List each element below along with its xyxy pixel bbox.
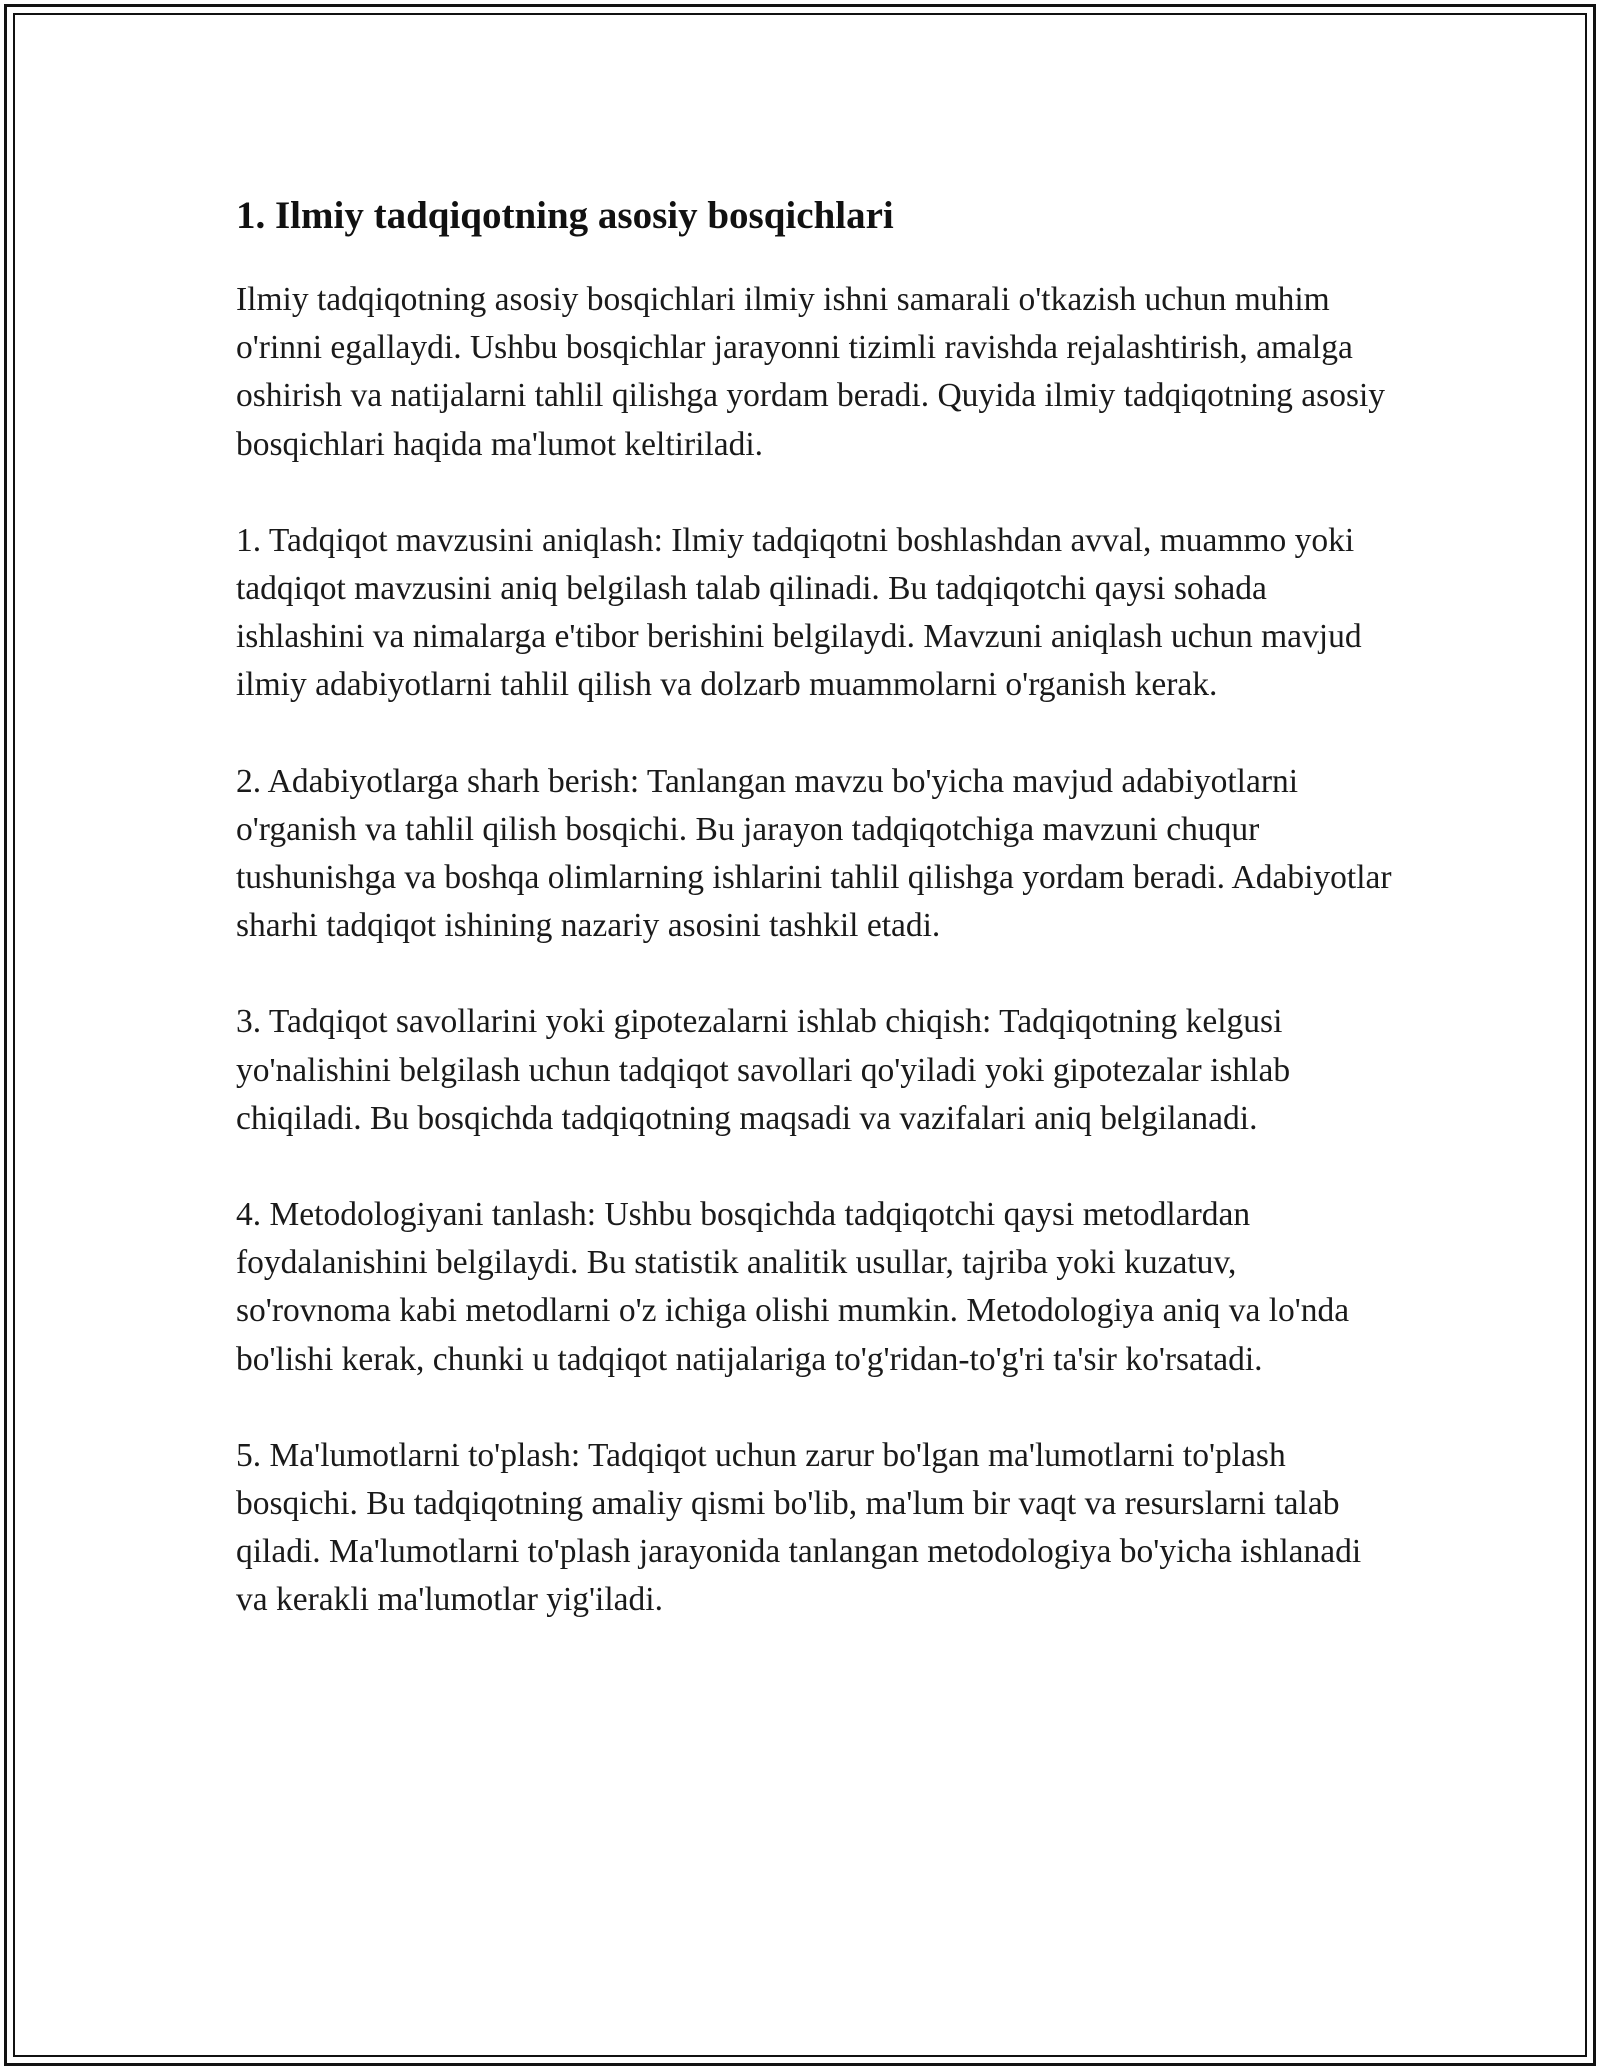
step-3-paragraph: 3. Tadqiqot savollarini yoki gipotezalarni ishlab chiqish: Tadqiqotning kelgusi yo'nalishini belgilash uchun tadqiqot savollari qo'yiladi yoki gipotezalar ishlab chiqiladi. Bu bosqichda tadqiqotning maqsadi va vazifalari aniq belgilanadi. [236, 1003, 1291, 1137]
intro-paragraph: Ilmiy tadqiqotning asosiy bosqichlari ilmiy ishni samarali o'tkazish uchun muhim o'rinni egallaydi. Ushbu bosqichlar jarayonni tizimli ravishda rejalashtirish, amalga oshirish va natijalarni tahlil qilishga yordam beradi. Quyida ilmiy tadqiqotning asosiy bosqichlari haqida ma'lumot keltiriladi. [236, 281, 1386, 463]
document-body [236, 188, 1396, 1625]
step-1-paragraph: 1. Tadqiqot mavzusini aniqlash: Ilmiy tadqiqotni boshlashdan avval, muammo yoki tadqiqot mavzusini aniq belgilash talab qilinadi. Bu tadqiqotchi qaysi sohada ishlashini va nimalarga e'tibor berishini belgilaydi. Mavzuni aniqlash uchun mavjud ilmiy adabiyotlarni tahlil qilish va dolzarb muammolarni o'rganish kerak. [236, 521, 1362, 704]
section-title: 1. Ilmiy tadqiqotning asosiy bosqichlari [236, 194, 894, 237]
step-2-paragraph: 2. Adabiyotlarga sharh berish: Tanlangan mavzu bo'yicha mavjud adabiyotlarni o'rganish va tahlil qilish bosqichi. Bu jarayon tadqiqotchiga mavzuni chuqur tushunishga va boshqa olimlarning ishlarini tahlil qilishga yordam beradi. Adabiyotlar sharhi tadqiqot ishining nazariy asosini tashkil etadi. [236, 762, 1392, 945]
step-4-paragraph: 4. Metodologiyani tanlash: Ushbu bosqichda tadqiqotchi qaysi metodlardan foydalanishini belgilaydi. Bu statistik analitik usullar, tajriba yoki kuzatuv, so'rovnoma kabi metodlarni o'z ichiga olishi mumkin. Metodologiya aniq va lo'nda bo'lishi kerak, chunki u tadqiqot natijalariga to'g'ridan-to'g'ri ta'sir ko'rsatadi. [236, 1196, 1350, 1378]
step-5-paragraph: 5. Ma'lumotlarni to'plash: Tadqiqot uchun zarur bo'lgan ma'lumotlarni to'plash bosqichi. Bu tadqiqotning amaliy qismi bo'lib, ma'lum bir vaqt va resurslarni talab qiladi. Ma'lumotlarni to'plash jarayonida tanlangan metodologiya bo'yicha ishlanadi va kerakli ma'lumotlar yig'iladi. [236, 1436, 1362, 1619]
